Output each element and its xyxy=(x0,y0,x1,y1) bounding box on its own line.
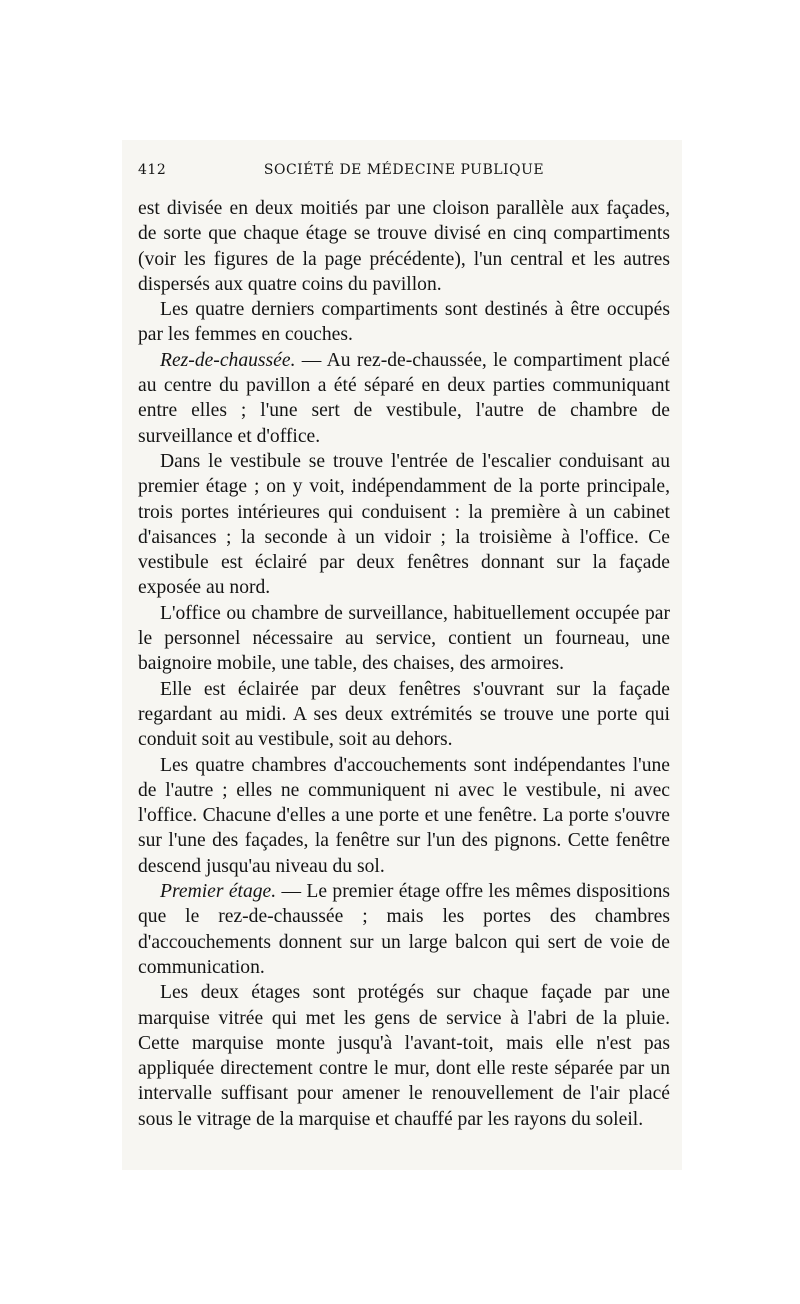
section-lead: Rez-de-chaussée. xyxy=(160,349,296,371)
paragraph xyxy=(138,449,670,601)
paragraph-text: Les quatre chambres d'accouchements sont indépendantes l'une de l'autre ; elles ne communiquent ni avec le vestibule, ni avec l'office. Chacune d'elles a une porte et une fenêtre. La porte s'ouvre sur l'une des façades, la fenêtre sur l'un des pignons. Cette fenêtre descend jusqu'au niveau du sol. xyxy=(138,754,670,877)
paragraph-text: Les deux étages sont protégés sur chaque façade par une marquise vitrée qui met les gens de service à l'abri de la pluie. Cette marquise monte jusqu'à l'avant-toit, mais elle n'est pas appliquée directement contre le mur, dont elle reste séparée par un intervalle suffisant pour amener le renouvellement de l'air placé sous le vitrage de la marquise et chauffé par les rayons du soleil. xyxy=(138,982,670,1130)
paragraph-text: Les quatre derniers compartiments sont destinés à être occupés par les femmes en couches. xyxy=(138,299,670,346)
paragraph xyxy=(138,677,670,753)
running-title: SOCIÉTÉ DE MÉDECINE PUBLIQUE xyxy=(263,162,545,178)
paragraph-text: est divisée en deux moitiés par une cloison parallèle aux façades, de sorte que chaque étage se trouve divisé en cinq compartiments (voir les figures de la page précédente), l'un central et les autres dispersés aux quatre coins du pavillon. xyxy=(138,198,670,295)
paragraph-rez-de-chaussee xyxy=(138,348,670,449)
body-text xyxy=(138,196,670,1132)
section-lead: Premier étage. xyxy=(160,881,277,903)
page-number: 412 xyxy=(138,162,167,178)
paragraph-premier-etage xyxy=(138,879,670,980)
paragraph xyxy=(138,196,670,297)
paragraph xyxy=(138,980,670,1132)
paragraph-text: L'office ou chambre de surveillance, habituellement occupée par le personnel nécessaire au service, contient un fourneau, une baignoire mobile, une table, des chaises, des armoires. xyxy=(138,602,670,675)
running-header xyxy=(138,162,670,184)
paragraph xyxy=(138,753,670,879)
paragraph-text: — Le premier étage offre les mêmes dispositions que le rez-de-chaussée ; mais les portes des chambres d'accouchements donnent sur un large balcon qui sert de voie de communication. xyxy=(138,881,670,978)
paragraph xyxy=(138,601,670,677)
paragraph-text: Elle est éclairée par deux fenêtres s'ouvrant sur la façade regardant au midi. A ses deux extrémités se trouve une porte qui conduit soit au vestibule, soit au dehors. xyxy=(138,678,670,751)
paragraph xyxy=(138,297,670,348)
paragraph-text: Dans le vestibule se trouve l'entrée de l'escalier conduisant au premier étage ; on y voit, indépendamment de la porte principale, trois portes intérieures qui conduisent : la première à un cabinet d'aisances ; la seconde à un vidoir ; la troisième à l'office. Ce vestibule est éclairé par deux fenêtres donnant sur la façade exposée au nord. xyxy=(138,450,670,599)
paragraph-text: — Au rez-de-chaussée, le compartiment placé au centre du pavillon a été séparé en deux parties communiquant entre elles ; l'une sert de vestibule, l'autre de chambre de surveillance et d'office. xyxy=(138,349,670,447)
